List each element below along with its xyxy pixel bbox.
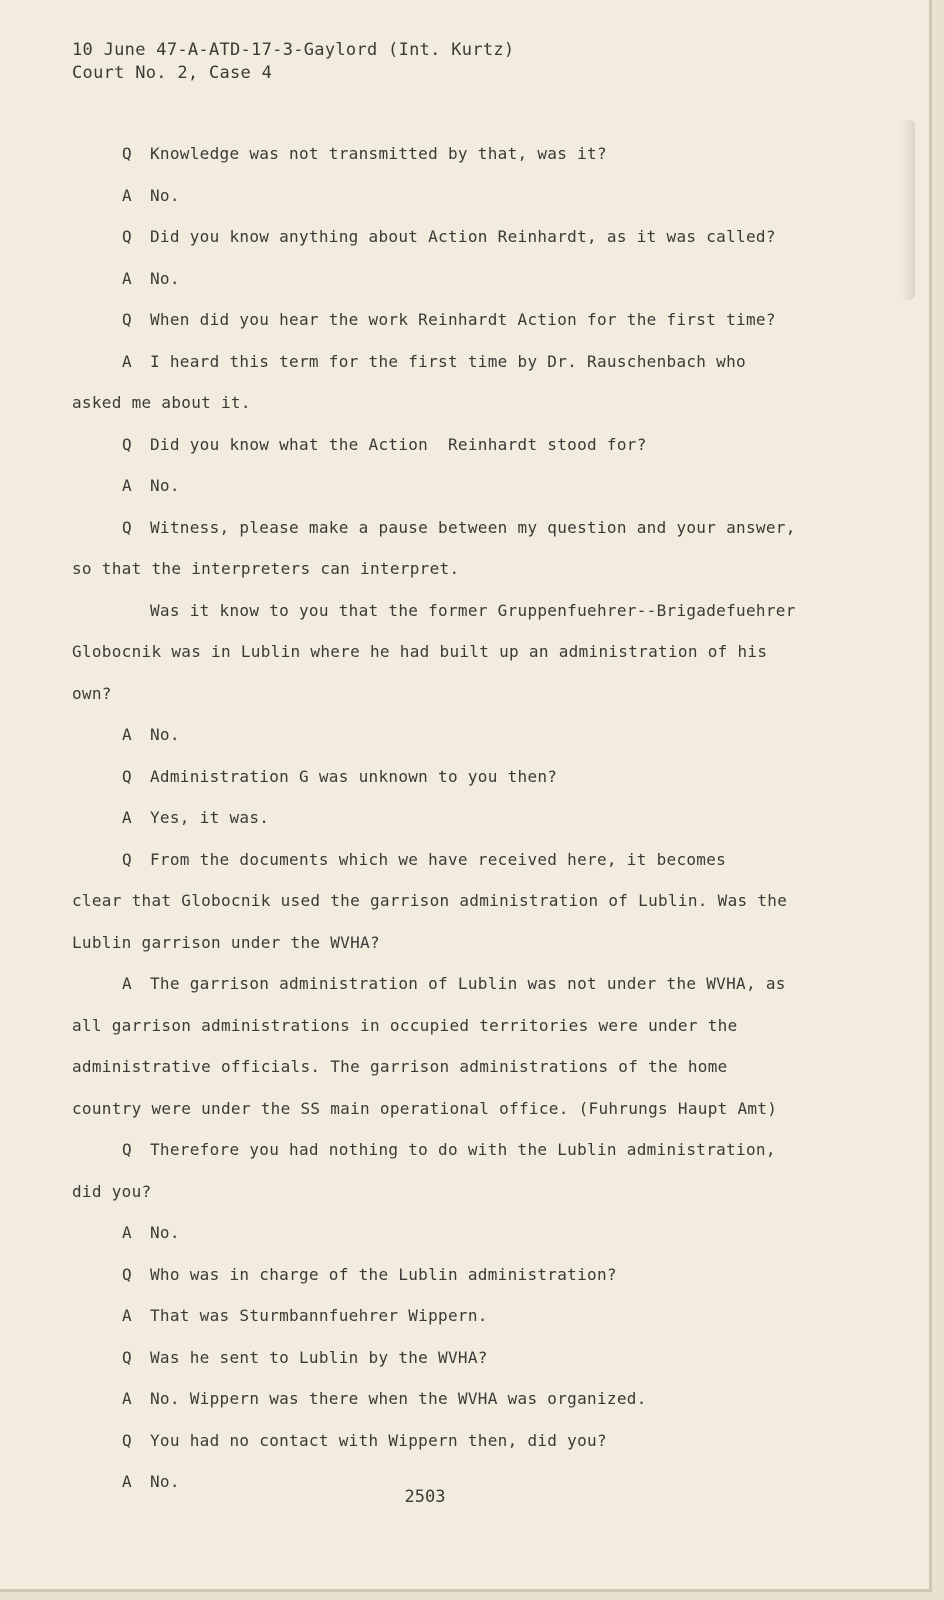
line-text: No. (150, 725, 180, 744)
speaker-label: Q (122, 434, 132, 454)
header-case-reference: 10 June 47-A-ATD-17-3-Gaylord (Int. Kurtz) (72, 40, 515, 60)
line-text: No. (150, 268, 180, 288)
line-text: did you? (72, 1181, 152, 1201)
speaker-label: Q (122, 1347, 132, 1367)
transcript-line (72, 143, 852, 185)
transcript-line (72, 600, 852, 642)
line-text: Globocnik was in Lublin where he had built up an administration of his (72, 642, 768, 661)
transcript-line (72, 1015, 852, 1057)
speaker-label: A (122, 1223, 132, 1242)
speaker-label: A (122, 1389, 132, 1408)
transcript-body (72, 143, 852, 1513)
transcript-line (72, 1139, 852, 1181)
line-text: No. (150, 1223, 180, 1242)
transcript-line (72, 1347, 852, 1389)
speaker-label: A (122, 185, 132, 205)
transcript-line (72, 849, 852, 891)
speaker-label: A (122, 974, 132, 993)
line-text: country were under the SS main operational office. (Fuhrungs Haupt Amt) (72, 1098, 778, 1118)
transcript-line (72, 1264, 852, 1306)
transcript-line (72, 724, 852, 766)
line-text: all garrison administrations in occupied territories were under the (72, 1015, 738, 1035)
line-text: That was Sturmbannfuehrer Wippern. (150, 1306, 488, 1325)
speaker-label: Q (122, 766, 132, 786)
transcript-line (72, 226, 852, 268)
speaker-label: Q (122, 1140, 132, 1159)
line-text: I heard this term for the first time by Dr. Rauschenbach who (150, 351, 746, 371)
speaker-label: Q (122, 227, 132, 246)
line-text: clear that Globocnik used the garrison administration of Lublin. Was the (72, 891, 788, 910)
line-text: Yes, it was. (150, 808, 270, 827)
speaker-label: Q (122, 1430, 132, 1450)
speaker-label: A (122, 268, 132, 288)
transcript-line (72, 1222, 852, 1264)
speaker-label: A (122, 351, 132, 371)
transcript-line (72, 1181, 852, 1223)
speaker-label: Q (122, 310, 132, 329)
speaker-label: Q (122, 517, 132, 537)
transcript-line (72, 392, 852, 434)
line-text: Did you know what the Action Reinhardt stood for? (150, 434, 647, 454)
transcript-line (72, 475, 852, 517)
transcript-line (72, 1305, 852, 1347)
transcript-line (72, 558, 852, 600)
transcript-line (72, 641, 852, 683)
line-text: Knowledge was not transmitted by that, was it? (150, 144, 607, 163)
speaker-label: A (122, 1306, 132, 1325)
paper-edge-shadow (901, 120, 915, 300)
line-text: Therefore you had nothing to do with the Lublin administration, (150, 1140, 776, 1159)
transcript-line (72, 1430, 852, 1472)
line-text: You had no contact with Wippern then, did you? (150, 1430, 607, 1450)
line-text: No. (150, 1472, 180, 1491)
speaker-label: Q (122, 144, 132, 163)
line-text: own? (72, 683, 112, 703)
line-text: asked me about it. (72, 393, 251, 412)
line-text: Did you know anything about Action Reinhardt, as it was called? (150, 227, 776, 246)
transcript-line (72, 309, 852, 351)
line-text: When did you hear the work Reinhardt Action for the first time? (150, 310, 776, 329)
transcript-line (72, 807, 852, 849)
transcript-line (72, 1098, 852, 1140)
line-text: administrative officials. The garrison administrations of the home (72, 1057, 728, 1076)
line-text: The garrison administration of Lublin was not under the WVHA, as (150, 974, 786, 993)
speaker-label: A (122, 808, 132, 827)
transcript-line (72, 766, 852, 808)
transcript-line (72, 1388, 852, 1430)
line-text: Was he sent to Lublin by the WVHA? (150, 1347, 488, 1367)
speaker-label: Q (122, 849, 132, 869)
transcript-line (72, 932, 852, 974)
transcript-line (72, 890, 852, 932)
line-text: No. Wippern was there when the WVHA was organized. (150, 1389, 647, 1408)
header-court-case: Court No. 2, Case 4 (72, 63, 273, 83)
line-text: Administration G was unknown to you then? (150, 766, 558, 786)
transcript-line (72, 1056, 852, 1098)
transcript-line (72, 434, 852, 476)
speaker-label: A (122, 1472, 132, 1491)
line-text: Was it know to you that the former Gruppenfuehrer--Brigadefuehrer (150, 600, 796, 620)
line-text: From the documents which we have received here, it becomes (150, 849, 727, 869)
speaker-label: A (122, 725, 132, 744)
line-text: Who was in charge of the Lublin administration? (150, 1264, 617, 1284)
transcript-line (72, 973, 852, 1015)
transcript-line (72, 683, 852, 725)
line-text: Witness, please make a pause between my question and your answer, (150, 517, 796, 537)
line-text: Lublin garrison under the WVHA? (72, 932, 380, 952)
transcript-line (72, 268, 852, 310)
transcript-line (72, 351, 852, 393)
speaker-label: A (122, 476, 132, 495)
speaker-label: Q (122, 1264, 132, 1284)
line-text: No. (150, 185, 180, 205)
transcript-line (72, 517, 852, 559)
page-number: 2503 (404, 1487, 446, 1507)
line-text: so that the interpreters can interpret. (72, 559, 460, 578)
transcript-line (72, 185, 852, 227)
line-text: No. (150, 476, 180, 495)
